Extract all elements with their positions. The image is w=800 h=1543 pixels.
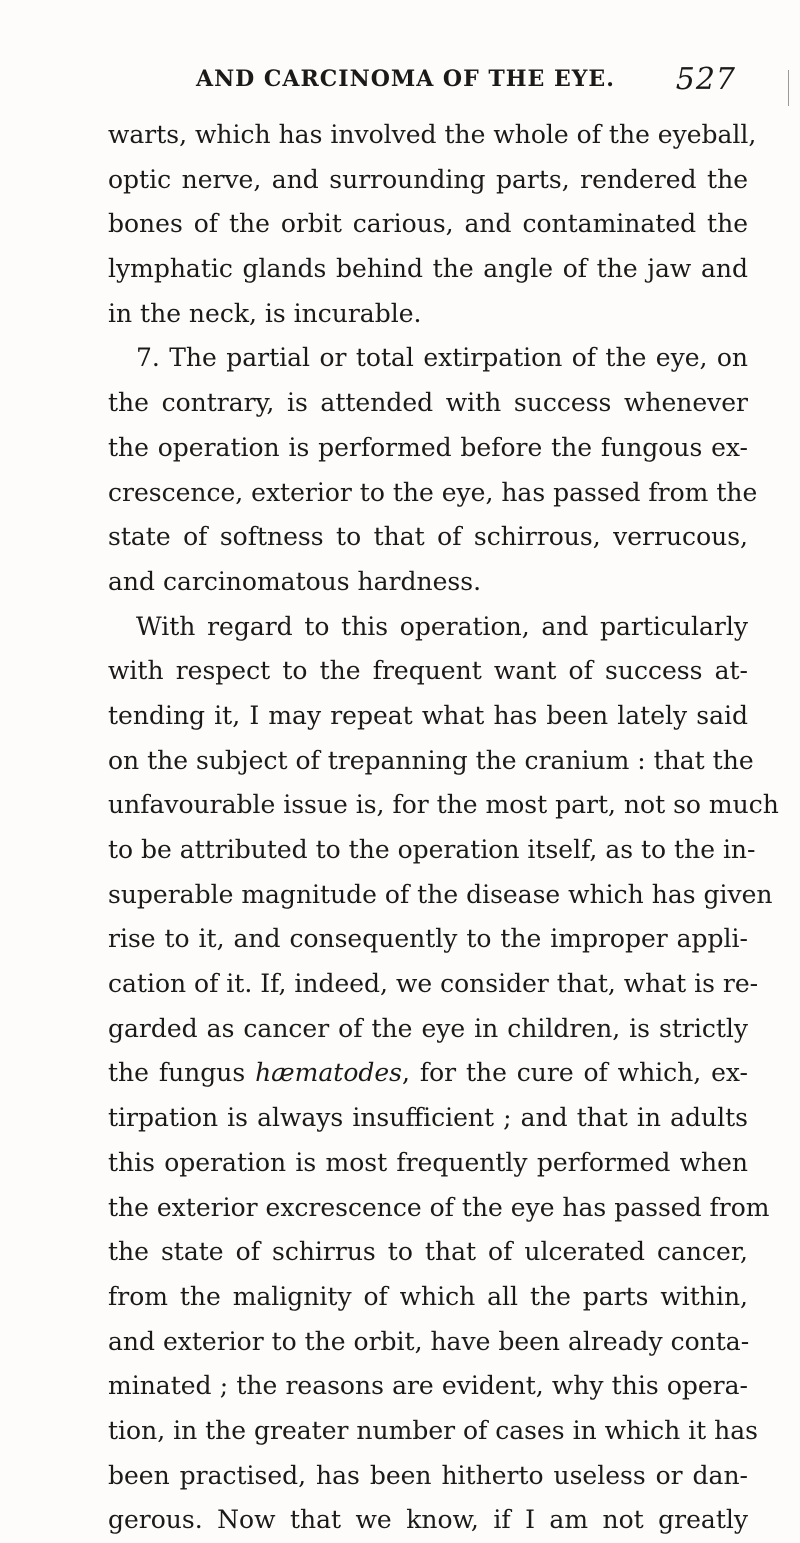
text-line: rise to it, and consequently to the improper appli- bbox=[108, 924, 748, 954]
text-line: minated ; the reasons are evident, why this opera- bbox=[108, 1371, 748, 1401]
text-line: the state of schirrus to that of ulcerated cancer, bbox=[108, 1237, 748, 1267]
text-line: 7. The partial or total extirpation of the eye, on bbox=[136, 343, 748, 373]
text-line: tirpation is always insufficient ; and that in adults bbox=[108, 1103, 748, 1133]
text-line: bones of the orbit carious, and contaminated the bbox=[108, 209, 748, 239]
text-line: warts, which has involved the whole of the eyeball, bbox=[108, 120, 757, 149]
body-text bbox=[108, 113, 779, 1543]
text-line: the contrary, is attended with success whenever bbox=[108, 388, 748, 418]
text-line: unfavourable issue is, for the most part, not so much bbox=[108, 790, 779, 820]
text-segment: , for the cure of which, ex- bbox=[402, 1058, 748, 1088]
text-line: state of softness to that of schirrous, verrucous, bbox=[108, 522, 748, 552]
text-line: lymphatic glands behind the angle of the jaw and bbox=[108, 254, 748, 284]
text-line: With regard to this operation, and particularly bbox=[136, 611, 748, 641]
text-line-with-italic bbox=[108, 1051, 748, 1096]
text-line: and carcinomatous hardness. bbox=[108, 566, 482, 596]
text-line: garded as cancer of the eye in children, is strictly bbox=[108, 1013, 748, 1043]
text-line: tending it, I may repeat what has been lately said bbox=[108, 700, 748, 730]
text-line: been practised, has been hitherto useless or dan- bbox=[108, 1460, 748, 1490]
text-line: the exterior excrescence of the eye has passed from bbox=[108, 1192, 770, 1222]
text-line: gerous. Now that we know, if I am not greatly bbox=[108, 1505, 748, 1535]
text-line: to be attributed to the operation itself, as to the in- bbox=[108, 835, 756, 864]
running-title: AND CARCINOMA OF THE EYE. bbox=[196, 66, 615, 92]
italic-term: hæmatodes bbox=[255, 1058, 403, 1088]
running-head bbox=[196, 62, 736, 106]
text-line: in the neck, is incurable. bbox=[108, 298, 422, 328]
text-line: from the malignity of which all the parts within, bbox=[108, 1281, 748, 1311]
text-line: tion, in the greater number of cases in which it has bbox=[108, 1415, 758, 1445]
text-segment: the fungus bbox=[108, 1058, 256, 1088]
text-line: with respect to the frequent want of success at- bbox=[108, 656, 748, 686]
text-line: on the subject of trepanning the cranium : that the bbox=[108, 745, 754, 775]
text-line: and exterior to the orbit, have been already conta- bbox=[108, 1326, 750, 1356]
text-line: this operation is most frequently performed when bbox=[108, 1147, 748, 1177]
text-line: optic nerve, and surrounding parts, rendered the bbox=[108, 164, 748, 194]
page-edge-mark bbox=[788, 70, 789, 106]
text-line: superable magnitude of the disease which has given bbox=[108, 879, 773, 909]
page-number: 527 bbox=[675, 62, 736, 97]
text-line: cation of it. If, indeed, we consider that, what is re- bbox=[108, 969, 759, 999]
text-line: crescence, exterior to the eye, has passed from the bbox=[108, 477, 758, 507]
text-line: the operation is performed before the fungous ex- bbox=[108, 432, 748, 462]
